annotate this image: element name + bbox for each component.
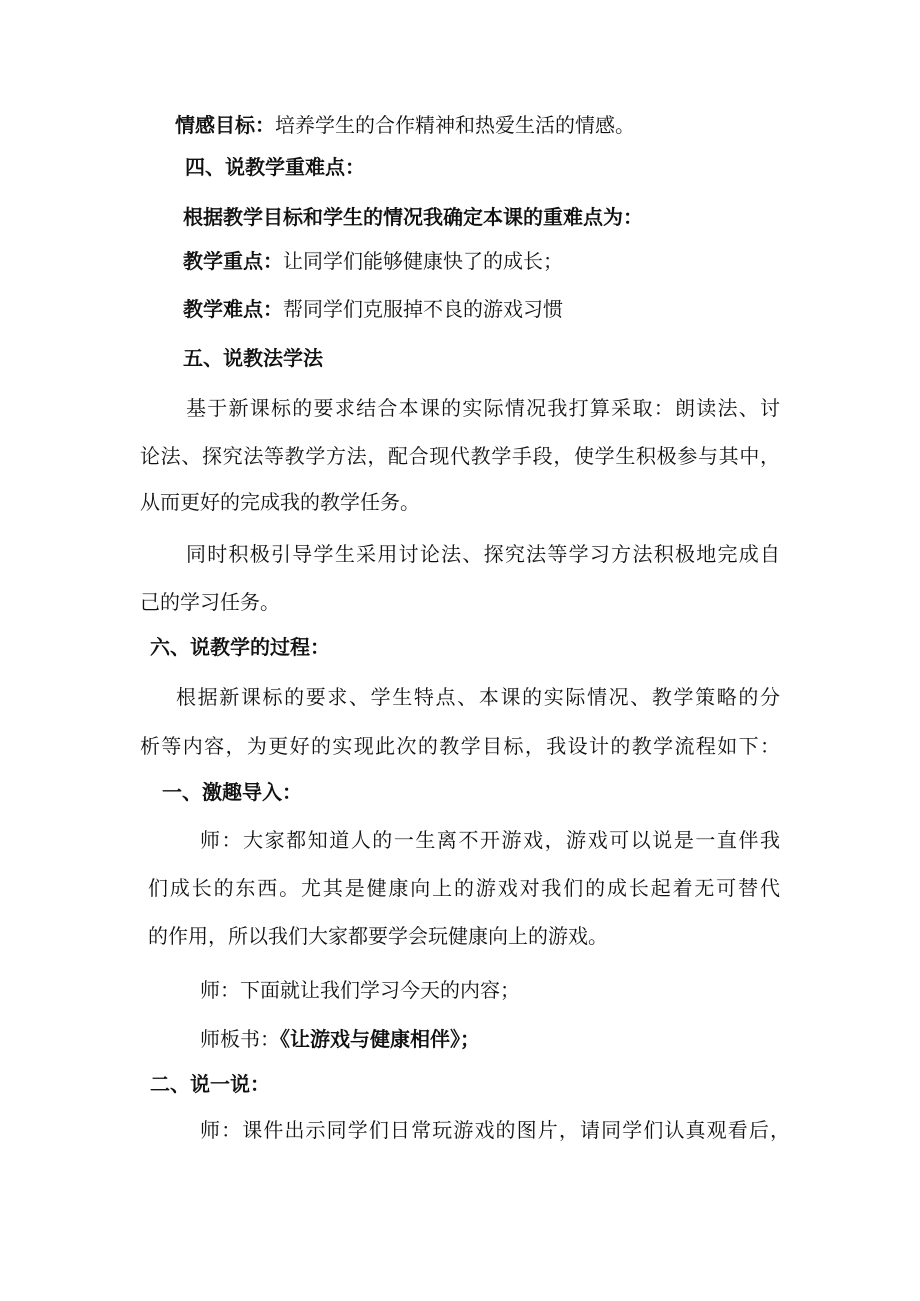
method-paragraph-line-3: 从而更好的完成我的教学任务。 — [140, 490, 420, 514]
emotion-goal-text: 培养学生的合作精神和热爱生活的情感。 — [275, 113, 635, 137]
section-heading-6: 六、说教学的过程： — [150, 635, 330, 659]
learning-paragraph-line-1: 同时积极引导学生采用讨论法、探究法等学习方法积极地完成自 — [186, 542, 780, 566]
learning-paragraph-line-2: 己的学习任务。 — [140, 590, 280, 614]
teacher-line-4: 师：课件出示同学们日常玩游戏的图片，请同学们认真观看后， — [200, 1118, 790, 1142]
process-paragraph-line-1: 根据新课标的要求、学生特点、本课的实际情况、教学策略的分 — [176, 685, 780, 709]
teaching-key-text: 让同学们能够健康快了的成长； — [283, 249, 563, 273]
method-paragraph-line-1: 基于新课标的要求结合本课的实际情况我打算采取：朗读法、讨 — [186, 396, 780, 420]
teacher-line-1c: 的作用，所以我们大家都要学会玩健康向上的游戏。 — [148, 924, 608, 948]
emotion-goal-label: 情感目标： — [175, 113, 275, 137]
teacher-line-1b: 们成长的东西。尤其是健康向上的游戏对我们的成长起着无可替代 — [148, 876, 780, 900]
teaching-key-line — [183, 247, 563, 275]
section-heading-4: 四、说教学重难点： — [185, 155, 365, 179]
teacher-board-label: 师板书： — [200, 1027, 280, 1051]
emotion-goal-line — [175, 111, 635, 139]
teaching-difficulty-text: 帮同学们克服掉不良的游戏习惯 — [283, 297, 563, 321]
method-paragraph-line-2: 论法、探究法等教学方法，配合现代教学手段，使学生积极参与其中， — [140, 444, 780, 468]
key-points-intro: 根据教学目标和学生的情况我确定本课的重难点为： — [183, 205, 643, 229]
teaching-difficulty-label: 教学难点： — [183, 297, 283, 321]
teacher-board-line — [200, 1025, 480, 1053]
teacher-line-2: 师：下面就让我们学习今天的内容； — [200, 978, 520, 1002]
step-heading-1: 一、激趣导入： — [162, 780, 302, 804]
teaching-key-label: 教学重点： — [183, 249, 283, 273]
teacher-line-1a: 师：大家都知道人的一生离不开游戏，游戏可以说是一直伴我 — [200, 828, 780, 852]
process-paragraph-line-2: 析等内容，为更好的实现此次的教学目标，我设计的教学流程如下： — [140, 734, 780, 758]
teacher-board-title: 《让游戏与健康相伴》； — [280, 1027, 480, 1051]
section-heading-5: 五、说教法学法 — [183, 346, 323, 370]
teaching-difficulty-line — [183, 295, 563, 323]
step-heading-2: 二、说一说： — [150, 1072, 270, 1096]
